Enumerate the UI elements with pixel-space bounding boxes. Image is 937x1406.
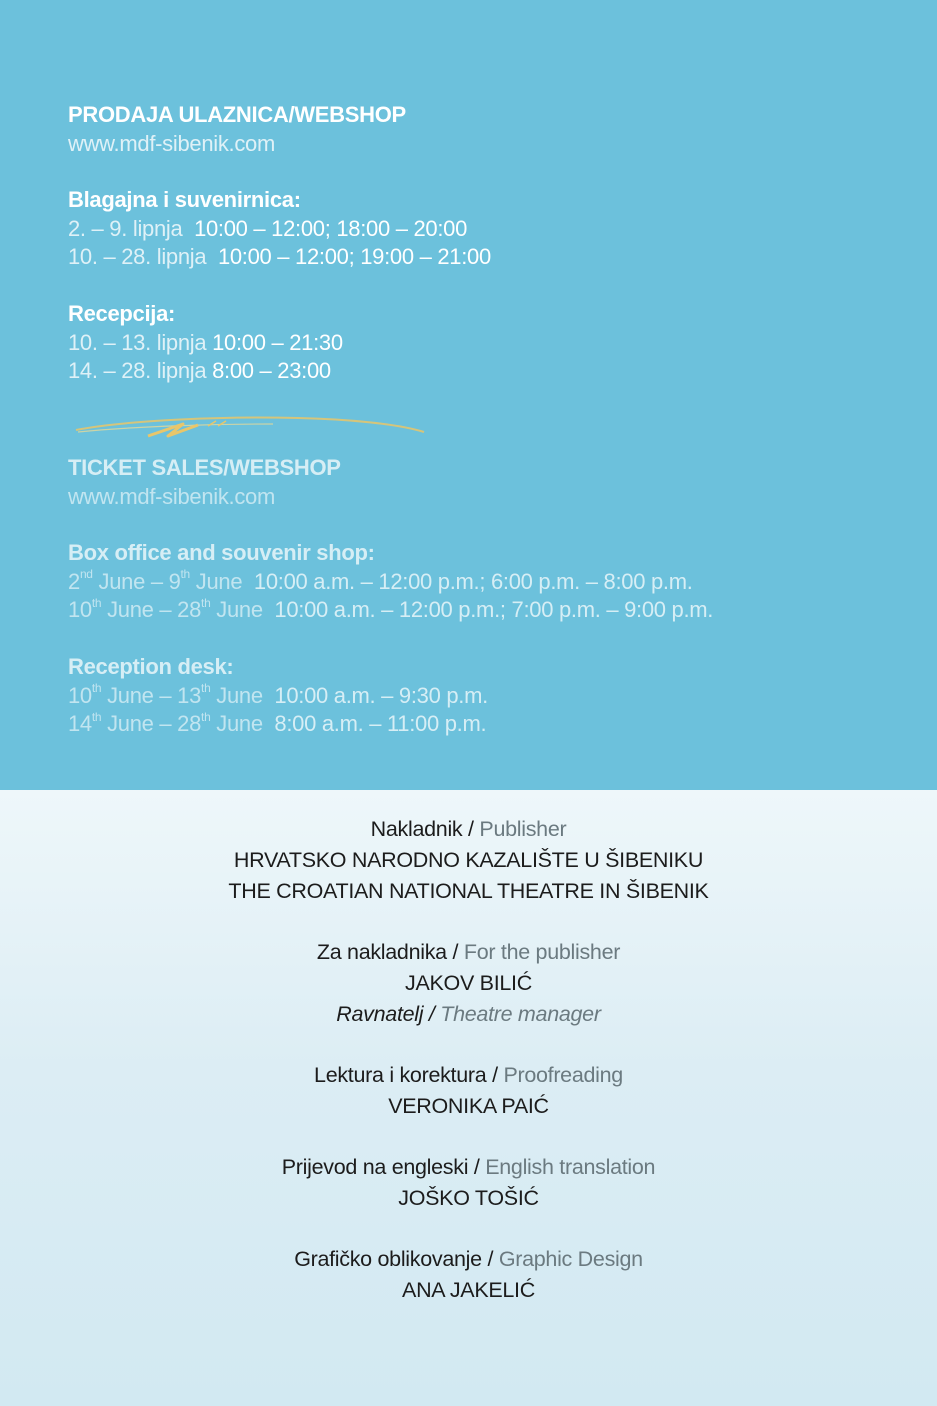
box-office-section-hr [68, 186, 491, 272]
hours: 8:00 – 23:00 [212, 358, 331, 383]
separator: / [462, 817, 480, 841]
credit-translation [0, 1152, 937, 1214]
label-hr: Lektura i korektura [314, 1063, 487, 1087]
decorative-swoosh [68, 412, 428, 446]
day: 10 [68, 682, 92, 708]
ordinal: th [91, 595, 102, 610]
day: 10 [68, 597, 92, 622]
reception-row-en [68, 710, 488, 739]
ordinal: th [91, 681, 102, 696]
dates: 14. – 28. lipnja [68, 358, 207, 383]
label-en: Publisher [479, 817, 567, 841]
hours: 10:00 a.m. – 12:00 p.m.; 6:00 p.m. – 8:00 p.m. [253, 568, 693, 594]
range: June – 28 [107, 597, 202, 622]
hours: 10:00 – 12:00; 18:00 – 20:00 [194, 215, 468, 241]
credit-role [0, 999, 937, 1030]
hours: 10:00 – 12:00; 19:00 – 21:00 [217, 244, 491, 269]
credit-label [0, 1060, 937, 1091]
reception-heading-en: Reception desk: [68, 654, 234, 679]
english-ticket-section [68, 454, 341, 511]
dates: 10. – 13. lipnja [68, 329, 207, 355]
credit-design [0, 1244, 937, 1306]
website-hr: www.mdf-sibenik.com [68, 130, 276, 156]
box-office-heading-hr: Blagajna i suvenirnica: [68, 187, 301, 212]
label-en: Proofreading [503, 1063, 623, 1087]
credit-name: VERONIKA PAIĆ [388, 1094, 549, 1118]
box-office-section-en [68, 539, 713, 625]
reception-section-hr [68, 300, 343, 386]
reception-row-en [68, 682, 488, 711]
credit-for-publisher [0, 937, 937, 1030]
range: June – 9 [98, 568, 181, 594]
separator: / [468, 1155, 486, 1179]
croatian-ticket-section [68, 101, 406, 158]
box-office-row-en [68, 596, 713, 625]
hours: 8:00 a.m. – 11:00 p.m. [274, 711, 487, 736]
label-hr: Nakladnik [370, 817, 463, 841]
credit-proofreading [0, 1060, 937, 1122]
day: 14 [68, 711, 92, 736]
ordinal: th [201, 595, 211, 610]
credit-label [0, 937, 937, 968]
label-hr: Prijevod na engleski [281, 1155, 469, 1179]
credit-publisher [0, 814, 937, 907]
month: June [216, 682, 263, 708]
month: June [216, 711, 263, 736]
ordinal: th [201, 709, 211, 724]
box-office-row-hr [68, 215, 491, 244]
credits-panel [0, 790, 937, 1406]
reception-row-hr [68, 357, 343, 386]
box-office-row-en [68, 568, 713, 597]
ordinal: th [201, 681, 211, 696]
credit-label [0, 814, 937, 845]
separator: / [423, 1002, 441, 1026]
box-office-row-hr [68, 243, 491, 272]
ordinal: th [180, 567, 190, 582]
hours: 10:00 a.m. – 9:30 p.m. [274, 682, 488, 708]
credit-name: JAKOV BILIĆ [405, 971, 532, 995]
separator: / [446, 940, 464, 964]
dates: 10. – 28. lipnja [68, 244, 207, 269]
reception-row-hr [68, 329, 343, 358]
role-hr: Ravnatelj [336, 1002, 424, 1026]
label-en: Graphic Design [498, 1247, 643, 1271]
credit-label [0, 1152, 937, 1183]
box-office-heading-en: Box office and souvenir shop: [68, 540, 375, 565]
dates: 2. – 9. lipnja [68, 215, 183, 241]
reception-heading-hr: Recepcija: [68, 301, 176, 326]
label-hr: Grafičko oblikovanje [294, 1247, 482, 1271]
credit-label [0, 1244, 937, 1275]
credit-name: HRVATSKO NARODNO KAZALIŠTE U ŠIBENIKU [233, 848, 704, 872]
ticket-sales-heading-en: TICKET SALES/WEBSHOP [68, 455, 341, 480]
website-en: www.mdf-sibenik.com [68, 483, 276, 509]
credit-name: JOŠKO TOŠIĆ [398, 1186, 539, 1210]
month: June [195, 568, 243, 594]
hours: 10:00 – 21:30 [212, 329, 343, 355]
credit-name: THE CROATIAN NATIONAL THEATRE IN ŠIBENIK [228, 879, 709, 903]
label-en: For the publisher [463, 940, 621, 964]
day: 2 [68, 568, 80, 594]
range: June – 28 [107, 711, 202, 736]
label-hr: Za nakladnika [316, 940, 447, 964]
month: June [216, 597, 263, 622]
reception-section-en [68, 653, 488, 739]
range: June – 13 [107, 682, 202, 708]
credit-name: ANA JAKELIĆ [402, 1278, 535, 1302]
label-en: English translation [485, 1155, 656, 1179]
hours: 10:00 a.m. – 12:00 p.m.; 7:00 p.m. – 9:00 p.m. [274, 597, 714, 622]
role-en: Theatre manager [440, 1002, 601, 1026]
separator: / [481, 1247, 499, 1271]
separator: / [486, 1063, 504, 1087]
ordinal: nd [79, 567, 93, 582]
ticket-sales-heading-hr: PRODAJA ULAZNICA/WEBSHOP [68, 102, 406, 127]
ordinal: th [91, 709, 102, 724]
